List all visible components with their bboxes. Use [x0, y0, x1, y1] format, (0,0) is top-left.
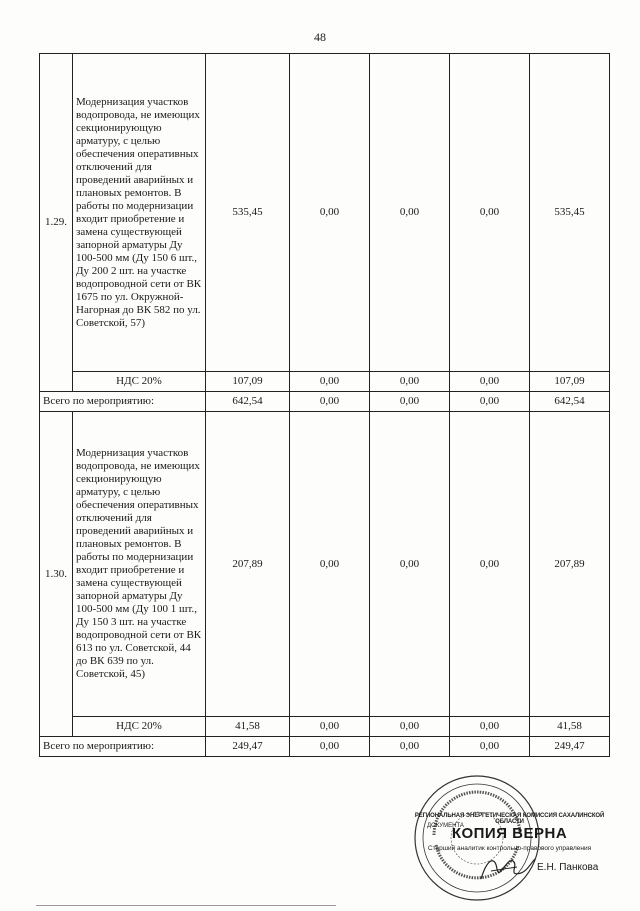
vat-value: 41,58 [206, 717, 290, 737]
value-cell: 0,00 [290, 412, 370, 717]
signature-icon [477, 851, 537, 885]
certification-stamp [407, 773, 612, 903]
value-cell: 535,45 [206, 54, 290, 372]
row-number: 1.30. [40, 412, 73, 737]
total-value: 642,54 [530, 392, 610, 412]
total-label: Всего по мероприятию: [40, 737, 206, 757]
value-cell: 535,45 [530, 54, 610, 372]
table-row [40, 54, 610, 372]
stamp-organization: РЕГИОНАЛЬНАЯ ЭНЕРГЕТИЧЕСКАЯ КОМИССИЯ САХАЛИНСКОЙ ОБЛАСТИ [414, 813, 605, 825]
total-value: 249,47 [206, 737, 290, 757]
total-row [40, 392, 610, 412]
total-row [40, 737, 610, 757]
value-cell: 0,00 [450, 54, 530, 372]
total-value: 249,47 [530, 737, 610, 757]
stamp-role: Старший аналитик контрольно-правового управления [427, 845, 592, 852]
vat-value: 0,00 [370, 372, 450, 392]
page-number: 48 [314, 30, 326, 44]
vat-value: 0,00 [450, 717, 530, 737]
total-value: 0,00 [290, 392, 370, 412]
total-value: 0,00 [290, 737, 370, 757]
value-cell: 207,89 [530, 412, 610, 717]
vat-value: 0,00 [290, 372, 370, 392]
total-value: 0,00 [450, 737, 530, 757]
value-cell: 0,00 [450, 412, 530, 717]
vat-value: 0,00 [290, 717, 370, 737]
total-value: 0,00 [450, 392, 530, 412]
value-cell: 0,00 [370, 54, 450, 372]
stamp-copy-label: КОПИЯ ВЕРНА [451, 825, 568, 842]
vat-value: 0,00 [450, 372, 530, 392]
vat-label: НДС 20% [73, 372, 206, 392]
total-label: Всего по мероприятию: [40, 392, 206, 412]
value-cell: 0,00 [370, 412, 450, 717]
stamp-document-label: ДОКУМЕНТА [427, 823, 464, 829]
vat-label: НДС 20% [73, 717, 206, 737]
total-value: 642,54 [206, 392, 290, 412]
row-number: 1.29. [40, 54, 73, 392]
vat-value: 107,09 [530, 372, 610, 392]
total-value: 0,00 [370, 392, 450, 412]
row-description: Модернизация участков водопровода, не имеющих секционирующую арматуру, с целью обеспечения оперативных отключений для проведений аварийных и плановых ремонтов. В работы по модернизации входит приобретение и замена существующей запорной арматуры Ду 100-500 мм (Ду 150 6 шт., Ду 200 2 шт. на участке водопроводной сети от ВК 1675 по ул. Окружной-Нагорная до ВК 582 по ул. Советской, 57) [73, 54, 206, 372]
vat-value: 0,00 [370, 717, 450, 737]
vat-value: 41,58 [530, 717, 610, 737]
footer-divider [36, 905, 336, 906]
row-description: Модернизация участков водопровода, не имеющих секционирующую арматуру, с целью обеспечения оперативных отключений для проведений аварийных и плановых ремонтов. В работы по модернизации входит приобретение и замена существующей запорной арматуры Ду 100-500 мм (Ду 100 1 шт., Ду 150 3 шт. на участке водопроводной сети от ВК 613 по ул. Советской, 44 до ВК 639 по ул. Советской, 45) [73, 412, 206, 717]
vat-row [40, 717, 610, 737]
stamp-signer-name: Е.Н. Панкова [537, 862, 599, 873]
vat-value: 107,09 [206, 372, 290, 392]
value-cell: 207,89 [206, 412, 290, 717]
table-row [40, 412, 610, 717]
investment-table [39, 53, 610, 757]
total-value: 0,00 [370, 737, 450, 757]
vat-row [40, 372, 610, 392]
value-cell: 0,00 [290, 54, 370, 372]
